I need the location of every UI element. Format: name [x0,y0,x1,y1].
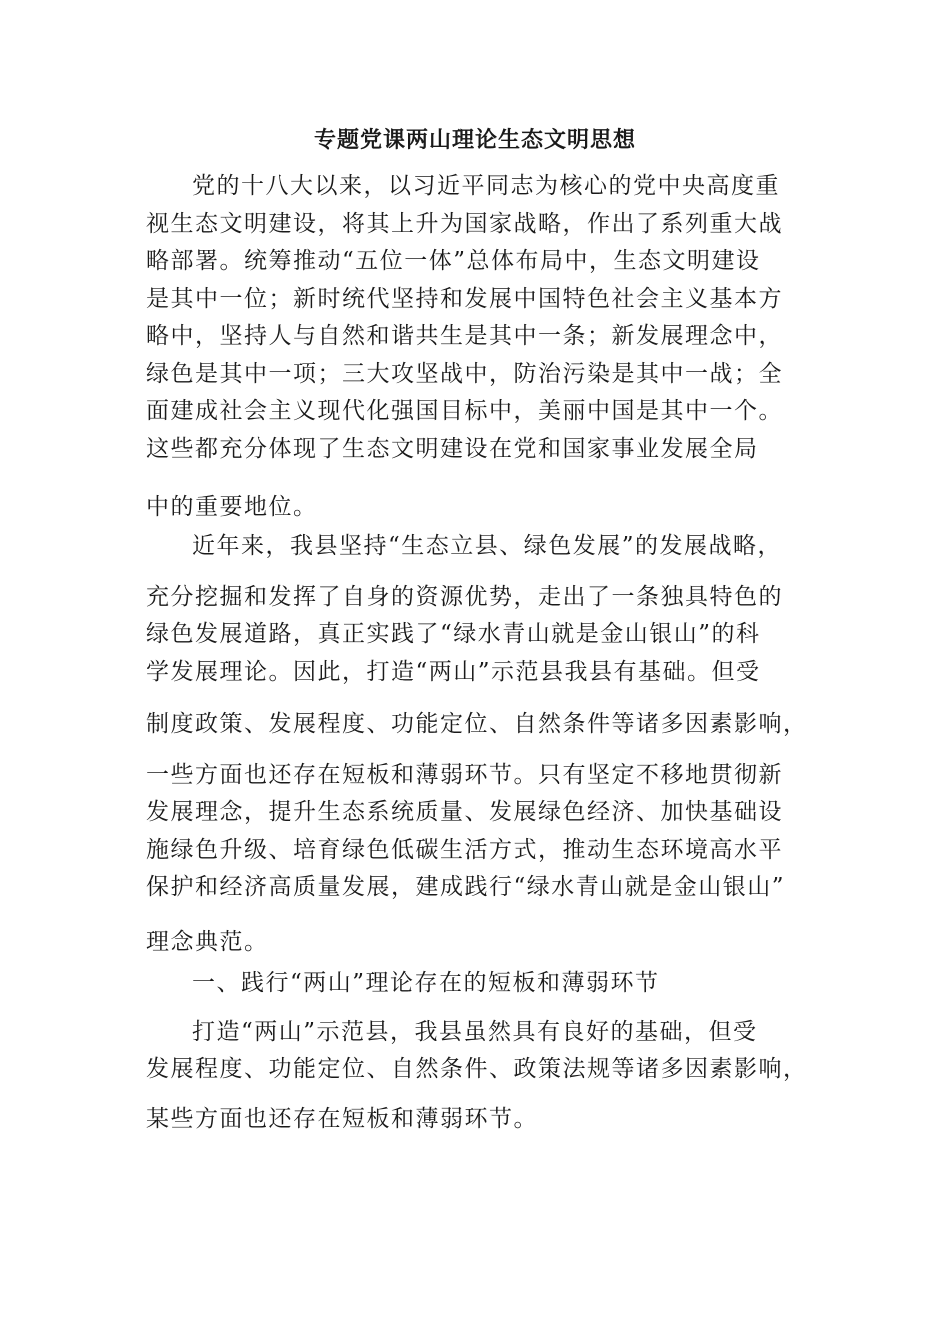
paragraph-line: 是其中一位；新时统代坚持和发展中国特色社会主义基本方 [146,286,783,312]
paragraph-line: 略中，坚持人与自然和谐共生是其中一条；新发展理念中， [146,323,783,349]
document-title: 专题党课两山理论生态文明思想 [313,127,636,153]
paragraph-line: 一些方面也还存在短板和薄弱环节。只有坚定不移地贯彻新 [146,762,783,788]
paragraph-line: 制度政策、发展程度、功能定位、自然条件等诸多因素影响， [146,711,808,737]
paragraph-line: 绿色发展道路，真正实践了“绿水青山就是金山银山”的科 [146,621,761,647]
paragraph-line: 学发展理论。因此，打造“两山”示范县我县有基础。但受 [146,659,761,685]
section-heading: 一、践行“两山”理论存在的短板和薄弱环节 [192,970,660,996]
paragraph-line: 某些方面也还存在短板和薄弱环节。 [146,1106,538,1132]
paragraph-line: 这些都充分体现了生态文明建设在党和国家事业发展全局 [146,436,759,462]
paragraph-line: 近年来，我县坚持“生态立县、绿色发展”的发展战略， [192,533,783,559]
paragraph-line: 绿色是其中一项；三大攻坚战中，防治污染是其中一战；全 [146,361,783,387]
paragraph-line: 中的重要地位。 [146,494,318,520]
paragraph-line: 面建成社会主义现代化强国目标中，美丽中国是其中一个。 [146,398,783,424]
paragraph-line: 理念典范。 [146,929,269,955]
paragraph-line: 打造“两山”示范县，我县虽然具有良好的基础，但受 [192,1019,758,1045]
paragraph-line: 施绿色升级、培育绿色低碳生活方式，推动生态环境高水平 [146,837,783,863]
paragraph-line: 发展程度、功能定位、自然条件、政策法规等诸多因素影响， [146,1056,808,1082]
paragraph-line: 发展理念，提升生态系统质量、发展绿色经济、加快基础设 [146,799,783,825]
paragraph-line: 充分挖掘和发挥了自身的资源优势，走出了一条独具特色的 [146,584,783,610]
paragraph-line: 保护和经济高质量发展，建成践行“绿水青山就是金山银山” [146,874,786,900]
paragraph-line: 视生态文明建设，将其上升为国家战略，作出了系列重大战 [146,211,783,237]
paragraph-line: 党的十八大以来，以习近平同志为核心的党中央高度重 [192,173,780,199]
paragraph-line: 略部署。统筹推动“五位一体”总体布局中，生态文明建设 [146,248,761,274]
